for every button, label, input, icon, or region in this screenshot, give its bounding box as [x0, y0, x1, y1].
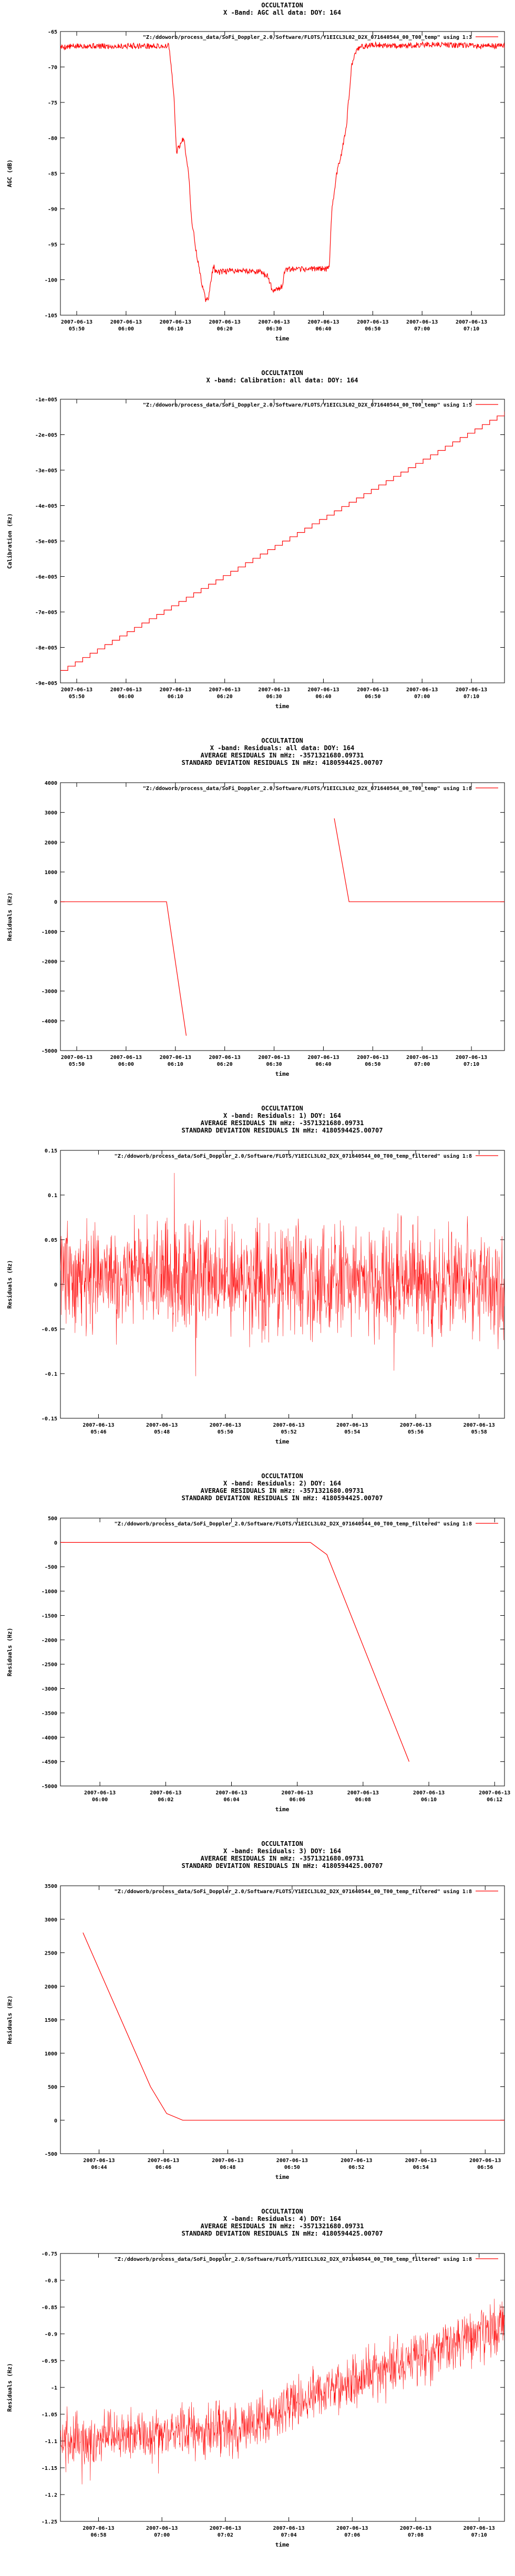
y-tick-label: -1e-005	[35, 397, 57, 403]
chart-title-line: STANDARD DEVIATION RESIDUALS IN mHz: 4180594425.00707	[181, 1862, 383, 1869]
x-tick-label: 2007-06-13	[60, 319, 93, 325]
x-tick-label: 06:20	[217, 1062, 233, 1067]
y-tick-label: -5000	[41, 1784, 57, 1790]
y-axis-label: Residuals (Hz)	[6, 1995, 13, 2044]
x-tick-label: 06:56	[477, 2165, 493, 2170]
x-tick-label: 2007-06-13	[455, 1055, 488, 1061]
x-tick-label: 06:20	[217, 694, 233, 700]
x-tick-label: 05:50	[68, 694, 85, 700]
legend-entry: "Z:/ddoworb/process_data/SoFi_Doppler_2.0/Software/FLOTS/Y1EICL3L02_D2X_071640544_00_T00_temp" using 1:3	[142, 35, 472, 40]
chart-5	[0, 1471, 515, 1838]
x-tick-label: 06:00	[118, 326, 134, 332]
x-tick-label: 07:00	[414, 326, 430, 332]
x-tick-label: 2007-06-13	[399, 2526, 432, 2531]
chart-title-line: OCCULTATION	[261, 737, 303, 744]
chart-title-line: X -band: Residuals: all data: DOY: 164	[210, 744, 355, 752]
y-tick-label: -5000	[41, 1048, 57, 1054]
y-tick-label: -3000	[41, 1686, 57, 1692]
chart-panel-1	[0, 0, 515, 368]
y-tick-label: -7e-005	[35, 610, 57, 616]
x-tick-label: 2007-06-13	[455, 319, 488, 325]
x-tick-label: 2007-06-13	[146, 1422, 178, 1428]
x-tick-label: 2007-06-13	[399, 1422, 432, 1428]
x-tick-label: 07:10	[464, 326, 480, 332]
x-tick-label: 05:56	[407, 1429, 424, 1435]
y-tick-label: -0.05	[41, 1327, 57, 1333]
y-tick-label: -0.15	[41, 1416, 57, 1422]
y-tick-label: -8e-005	[35, 645, 57, 651]
x-tick-label: 2007-06-13	[83, 2158, 115, 2164]
chart-2	[0, 368, 515, 735]
x-axis-label: time	[275, 1071, 290, 1077]
chart-3	[0, 735, 515, 1103]
y-tick-label: -1.05	[41, 2412, 57, 2418]
x-tick-label: 06:10	[167, 694, 183, 700]
x-tick-label: 06:50	[365, 326, 381, 332]
legend-entry: "Z:/ddoworb/process_data/SoFi_Doppler_2.0/Software/FLOTS/Y1EICL3L02_D2X_071640544_00_T00_temp_filtered" using 1:8	[114, 1521, 472, 1527]
y-tick-label: -1000	[41, 929, 57, 936]
x-tick-label: 2007-06-13	[83, 2526, 115, 2531]
chart-title-line: X -Band: AGC all data: DOY: 164	[223, 9, 341, 16]
x-tick-label: 06:06	[289, 1797, 305, 1803]
y-tick-label: 0	[54, 1282, 57, 1288]
chart-title-line: STANDARD DEVIATION RESIDUALS IN mHz: 4180594425.00707	[181, 759, 383, 766]
plot-frame	[60, 1518, 504, 1786]
y-tick-label: -1.15	[41, 2466, 57, 2471]
chart-4	[0, 1103, 515, 1471]
series-line	[334, 818, 504, 902]
chart-title-line: OCCULTATION	[261, 1840, 303, 1847]
x-tick-label: 2007-06-13	[273, 1422, 305, 1428]
chart-6	[0, 1838, 515, 2206]
x-tick-label: 06:04	[223, 1797, 240, 1803]
x-tick-label: 2007-06-13	[336, 1422, 368, 1428]
x-tick-label: 2007-06-13	[209, 1422, 241, 1428]
x-tick-label: 2007-06-13	[147, 2158, 180, 2164]
y-axis-label: Residuals (Hz)	[6, 892, 13, 941]
y-axis-label: Residuals (Hz)	[6, 1627, 13, 1677]
x-tick-label: 2007-06-13	[276, 2158, 308, 2164]
x-tick-label: 06:10	[167, 326, 183, 332]
x-tick-label: 2007-06-13	[406, 1055, 438, 1061]
x-tick-label: 2007-06-13	[281, 1790, 313, 1796]
y-tick-label: 0.05	[44, 1238, 57, 1243]
legend-entry: "Z:/ddoworb/process_data/SoFi_Doppler_2.0/Software/FLOTS/Y1EICL3L02_D2X_071640544_00_T00_temp" using 1:8	[142, 786, 472, 792]
y-axis-label: Calibration (Hz)	[6, 513, 13, 569]
chart-panel-5	[0, 1471, 515, 1838]
x-tick-label: 2007-06-13	[347, 1790, 379, 1796]
y-tick-label: 2000	[44, 1984, 57, 1990]
x-axis-label: time	[275, 1438, 290, 1445]
x-tick-label: 05:58	[471, 1429, 487, 1435]
x-tick-label: 2007-06-13	[406, 687, 438, 693]
x-tick-label: 06:58	[90, 2532, 107, 2538]
x-tick-label: 2007-06-13	[159, 687, 191, 693]
chart-title-line: X -band: Residuals: 4) DOY: 164	[223, 2215, 341, 2222]
series-line	[60, 902, 186, 1036]
y-tick-label: -100	[44, 277, 57, 284]
x-tick-label: 07:08	[407, 2532, 424, 2538]
x-tick-label: 2007-06-13	[357, 1055, 389, 1061]
y-tick-label: -2500	[41, 1662, 57, 1668]
y-tick-label: -1	[50, 2385, 57, 2391]
x-axis-label: time	[275, 2541, 290, 2548]
chart-title-line: OCCULTATION	[261, 1105, 303, 1112]
y-tick-label: 2000	[44, 840, 57, 846]
y-tick-label: 500	[47, 1516, 57, 1522]
x-tick-label: 06:50	[365, 1062, 381, 1067]
chart-title-line: OCCULTATION	[261, 2208, 303, 2215]
y-tick-label: -80	[47, 136, 57, 142]
y-tick-label: -95	[47, 242, 57, 248]
x-tick-label: 07:02	[217, 2532, 233, 2538]
series-line	[60, 1542, 409, 1761]
y-tick-label: -1.25	[41, 2519, 57, 2525]
chart-title-line: X -band: Residuals: 1) DOY: 164	[223, 1112, 341, 1119]
y-tick-label: -1500	[41, 1613, 57, 1619]
x-tick-label: 2007-06-13	[357, 319, 389, 325]
y-tick-label: -0.75	[41, 2251, 57, 2257]
x-tick-label: 05:50	[217, 1429, 233, 1435]
x-tick-label: 2007-06-13	[341, 2158, 373, 2164]
series-line	[83, 1933, 504, 2120]
x-tick-label: 06:48	[220, 2165, 236, 2170]
x-tick-label: 2007-06-13	[150, 1790, 182, 1796]
x-tick-label: 2007-06-13	[469, 2158, 501, 2164]
y-tick-label: 1000	[44, 870, 57, 876]
x-tick-label: 2007-06-13	[413, 1790, 445, 1796]
plot-frame	[60, 32, 504, 315]
x-tick-label: 2007-06-13	[405, 2158, 437, 2164]
y-tick-label: 3500	[44, 1884, 57, 1889]
y-tick-label: -0.9	[44, 2332, 57, 2338]
y-tick-label: -3000	[41, 989, 57, 995]
chart-title-line: AVERAGE RESIDUALS IN mHz: -3571321680.09731	[200, 752, 364, 759]
x-tick-label: 2007-06-13	[209, 2526, 241, 2531]
y-tick-label: -2000	[41, 1637, 57, 1644]
y-axis-label: AGC (dB)	[6, 159, 13, 188]
x-tick-label: 06:46	[155, 2165, 171, 2170]
x-tick-label: 2007-06-13	[159, 319, 191, 325]
x-tick-label: 06:40	[315, 326, 332, 332]
x-tick-label: 2007-06-13	[258, 687, 290, 693]
x-tick-label: 06:40	[315, 1062, 332, 1067]
x-tick-label: 05:48	[154, 1429, 170, 1435]
y-tick-label: -3e-005	[35, 468, 57, 474]
series-line	[60, 42, 504, 302]
x-axis-label: time	[275, 335, 290, 342]
x-tick-label: 06:02	[158, 1797, 174, 1803]
x-tick-label: 06:44	[91, 2165, 107, 2170]
chart-title-line: OCCULTATION	[261, 2, 303, 9]
series-line	[60, 1173, 504, 1376]
x-tick-label: 05:50	[68, 1062, 85, 1067]
y-tick-label: -1.1	[44, 2439, 57, 2445]
x-tick-label: 06:50	[284, 2165, 300, 2170]
x-tick-label: 07:06	[344, 2532, 360, 2538]
y-tick-label: -4500	[41, 1759, 57, 1765]
y-tick-label: 1000	[44, 2051, 57, 2057]
y-axis-label: Residuals (Hz)	[6, 1260, 13, 1309]
x-tick-label: 2007-06-13	[159, 1055, 191, 1061]
x-tick-label: 05:46	[90, 1429, 107, 1435]
chart-title-line: X -band: Residuals: 3) DOY: 164	[223, 1847, 341, 1855]
x-tick-label: 06:40	[315, 694, 332, 700]
x-tick-label: 2007-06-13	[83, 1422, 115, 1428]
x-tick-label: 07:00	[414, 1062, 430, 1067]
y-tick-label: 2500	[44, 1950, 57, 1957]
x-tick-label: 2007-06-13	[479, 1790, 511, 1796]
x-tick-label: 2007-06-13	[455, 687, 488, 693]
chart-panel-7	[0, 2206, 515, 2574]
x-tick-label: 06:50	[365, 694, 381, 700]
y-axis-label: Residuals (Hz)	[6, 2363, 13, 2412]
y-tick-label: -65	[47, 29, 57, 35]
chart-title-line: STANDARD DEVIATION RESIDUALS IN mHz: 4180594425.00707	[181, 2230, 383, 2237]
x-tick-label: 2007-06-13	[84, 1790, 116, 1796]
x-tick-label: 2007-06-13	[209, 1055, 241, 1061]
x-tick-label: 06:20	[217, 326, 233, 332]
chart-title-line: X -band: Residuals: 2) DOY: 164	[223, 1480, 341, 1487]
x-tick-label: 06:12	[487, 1797, 503, 1803]
series-line	[60, 412, 504, 671]
x-tick-label: 05:50	[68, 326, 85, 332]
x-tick-label: 06:00	[118, 1062, 134, 1067]
y-tick-label: -2000	[41, 959, 57, 965]
chart-title-line: AVERAGE RESIDUALS IN mHz: -3571321680.09731	[200, 1487, 364, 1494]
chart-title-line: AVERAGE RESIDUALS IN mHz: -3571321680.09731	[200, 1119, 364, 1127]
x-tick-label: 07:00	[414, 694, 430, 700]
y-tick-label: -6e-005	[35, 574, 57, 580]
chart-title-line: OCCULTATION	[261, 1472, 303, 1480]
chart-title-line: X -band: Calibration: all data: DOY: 164	[206, 377, 358, 384]
x-tick-label: 06:30	[266, 694, 282, 700]
chart-1	[0, 0, 515, 368]
x-tick-label: 06:00	[92, 1797, 108, 1803]
y-tick-label: -85	[47, 171, 57, 177]
y-tick-label: 3000	[44, 1917, 57, 1923]
chart-title-line: STANDARD DEVIATION RESIDUALS IN mHz: 4180594425.00707	[181, 1494, 383, 1502]
x-tick-label: 2007-06-13	[258, 1055, 290, 1061]
chart-panel-4	[0, 1103, 515, 1471]
y-tick-label: -2e-005	[35, 432, 57, 439]
x-tick-label: 06:30	[266, 1062, 282, 1067]
y-tick-label: -4000	[41, 1019, 57, 1025]
y-tick-label: -5e-005	[35, 539, 57, 545]
x-tick-label: 2007-06-13	[146, 2526, 178, 2531]
x-tick-label: 2007-06-13	[209, 687, 241, 693]
y-tick-label: -500	[44, 2152, 57, 2157]
chart-title-line: OCCULTATION	[261, 369, 303, 377]
x-axis-label: time	[275, 703, 290, 710]
x-tick-label: 07:10	[464, 1062, 480, 1067]
x-tick-label: 06:30	[266, 326, 282, 332]
x-tick-label: 06:10	[167, 1062, 183, 1067]
x-tick-label: 2007-06-13	[463, 1422, 495, 1428]
x-tick-label: 2007-06-13	[215, 1790, 248, 1796]
y-tick-label: 0.1	[47, 1193, 57, 1199]
x-tick-label: 2007-06-13	[406, 319, 438, 325]
chart-title-line: AVERAGE RESIDUALS IN mHz: -3571321680.09731	[200, 1855, 364, 1862]
x-axis-label: time	[275, 2174, 290, 2180]
x-tick-label: 06:00	[118, 694, 134, 700]
chart-panel-2	[0, 368, 515, 735]
x-tick-label: 2007-06-13	[273, 2526, 305, 2531]
y-tick-label: 500	[47, 2084, 57, 2091]
y-tick-label: 4000	[44, 781, 57, 786]
plot-frame	[60, 1886, 504, 2154]
y-tick-label: -1.2	[44, 2492, 57, 2498]
plot-frame	[60, 783, 504, 1051]
y-tick-label: -0.95	[41, 2359, 57, 2364]
x-tick-label: 2007-06-13	[110, 319, 142, 325]
y-tick-label: -4000	[41, 1735, 57, 1741]
y-tick-label: -90	[47, 206, 57, 213]
series-line	[60, 2299, 504, 2484]
x-tick-label: 06:52	[348, 2165, 365, 2170]
x-tick-label: 2007-06-13	[60, 1055, 93, 1061]
x-tick-label: 2007-06-13	[307, 319, 339, 325]
chart-panel-6	[0, 1838, 515, 2206]
y-tick-label: -105	[44, 313, 57, 319]
x-tick-label: 06:54	[413, 2165, 429, 2170]
legend-entry: "Z:/ddoworb/process_data/SoFi_Doppler_2.0/Software/FLOTS/Y1EICL3L02_D2X_071640544_00_T00_temp_filtered" using 1:8	[114, 2257, 472, 2262]
y-tick-label: -1000	[41, 1589, 57, 1595]
x-tick-label: 07:00	[154, 2532, 170, 2538]
legend-entry: "Z:/ddoworb/process_data/SoFi_Doppler_2.0/Software/FLOTS/Y1EICL3L02_D2X_071640544_00_T00_temp" using 1:5	[142, 402, 472, 408]
x-tick-label: 05:52	[281, 1429, 297, 1435]
x-tick-label: 2007-06-13	[357, 687, 389, 693]
x-tick-label: 2007-06-13	[110, 1055, 142, 1061]
y-tick-label: -4e-005	[35, 503, 57, 510]
x-tick-label: 05:54	[344, 1429, 360, 1435]
chart-panel-3	[0, 735, 515, 1103]
plot-frame	[60, 2253, 504, 2521]
y-tick-label: 0	[54, 2118, 57, 2124]
x-tick-label: 2007-06-13	[60, 687, 93, 693]
y-tick-label: 0	[54, 1540, 57, 1546]
x-tick-label: 2007-06-13	[336, 2526, 368, 2531]
x-tick-label: 2007-06-13	[212, 2158, 244, 2164]
x-tick-label: 07:10	[464, 694, 480, 700]
x-tick-label: 07:10	[471, 2532, 487, 2538]
legend-entry: "Z:/ddoworb/process_data/SoFi_Doppler_2.0/Software/FLOTS/Y1EICL3L02_D2X_071640544_00_T00_temp_filtered" using 1:8	[114, 1154, 472, 1159]
y-tick-label: -75	[47, 100, 57, 106]
x-tick-label: 2007-06-13	[307, 687, 339, 693]
chart-7	[0, 2206, 515, 2574]
x-tick-label: 2007-06-13	[463, 2526, 495, 2531]
chart-title-line: AVERAGE RESIDUALS IN mHz: -3571321680.09731	[200, 2222, 364, 2230]
y-tick-label: -500	[44, 1564, 57, 1571]
y-tick-label: -0.1	[44, 1372, 57, 1377]
x-tick-label: 2007-06-13	[258, 319, 290, 325]
y-tick-label: 3000	[44, 810, 57, 816]
y-tick-label: -9e-005	[35, 681, 57, 687]
y-tick-label: -0.8	[44, 2278, 57, 2284]
chart-title-line: STANDARD DEVIATION RESIDUALS IN mHz: 4180594425.00707	[181, 1127, 383, 1134]
x-tick-label: 2007-06-13	[209, 319, 241, 325]
x-tick-label: 2007-06-13	[110, 687, 142, 693]
y-tick-label: -70	[47, 65, 57, 71]
x-tick-label: 06:10	[420, 1797, 437, 1803]
y-tick-label: 1500	[44, 2018, 57, 2023]
legend-entry: "Z:/ddoworb/process_data/SoFi_Doppler_2.0/Software/FLOTS/Y1EICL3L02_D2X_071640544_00_T00_temp_filtered" using 1:8	[114, 1889, 472, 1895]
x-axis-label: time	[275, 1806, 290, 1813]
y-tick-label: 0.15	[44, 1148, 57, 1154]
x-tick-label: 2007-06-13	[307, 1055, 339, 1061]
y-tick-label: 0	[54, 899, 57, 906]
x-tick-label: 06:08	[355, 1797, 371, 1803]
y-tick-label: -3500	[41, 1710, 57, 1717]
y-tick-label: -0.85	[41, 2305, 57, 2311]
x-tick-label: 07:04	[281, 2532, 297, 2538]
